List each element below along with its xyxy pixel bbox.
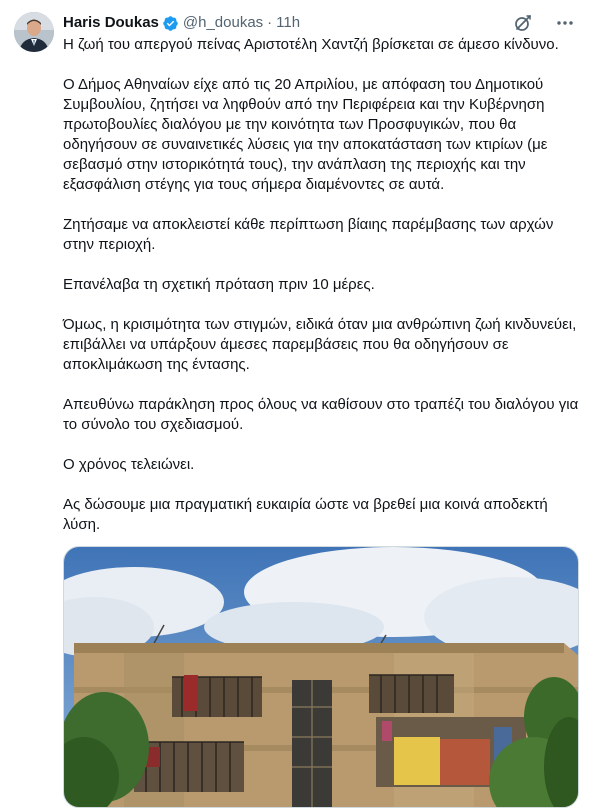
header-actions: [513, 13, 575, 33]
separator-dot: ·: [267, 14, 273, 31]
author-name[interactable]: Haris Doukas: [63, 14, 159, 31]
tweet-paragraph: Ας δώσουμε μια πραγματική ευκαιρία ώστε να βρεθεί μια κοινά αποδεκτή λύση.: [63, 496, 548, 533]
tweet-paragraph: Ο Δήμος Αθηναίων είχε από τις 20 Απριλίου, με απόφαση του Δημοτικού Συμβουλίου, ζητήσει να ληφθούν από την Περιφέρεια και την Κυβέρνηση πρωτοβουλίες διαλόγου με την κοινότητα των Προσφυγικών, που θα οδηγήσουν σε συναινετικές λύσεις για την αποκατάσταση των κτιρίων (με σεβασμό στην ιστορικότητά τους), την ανάπλαση της περιοχής και την εξασφάλιση στέγης για τους σήμερα διαμένοντες σε αυτά.: [63, 76, 548, 193]
tweet-paragraph: Απευθύνω παράκληση προς όλους να καθίσουν στο τραπέζι του διαλόγου για το σύνολο του σχεδιασμού.: [63, 396, 579, 433]
tweet-paragraph: Η ζωή του απεργού πείνας Αριστοτέλη Χαντζή βρίσκεται σε άμεσο κίνδυνο.: [63, 36, 559, 53]
tweet-paragraph: Όμως, η κρισιμότητα των στιγμών, ειδικά όταν μια ανθρώπινη ζωή κινδυνεύει, επιβάλλει να υπάρξουν άμεσες παρεμβάσεις που θα οδηγήσουν σε αποκλιμάκωση της έντασης.: [63, 316, 577, 373]
tweet-header: [63, 12, 575, 34]
avatar[interactable]: [14, 12, 54, 52]
tweet-paragraph: Επανέλαβα τη σχετική πρόταση πριν 10 μέρες.: [63, 276, 375, 293]
timestamp[interactable]: 11h: [276, 14, 301, 31]
tweet-text: [63, 35, 585, 555]
more-options-icon[interactable]: [555, 13, 575, 33]
tweet-paragraph: Ζητήσαμε να αποκλειστεί κάθε περίπτωση βίαιης παρέμβασης των αρχών στην περιοχή.: [63, 216, 554, 253]
tweet-paragraph: Ο χρόνος τελειώνει.: [63, 456, 195, 473]
tweet-photo[interactable]: [63, 546, 579, 808]
verified-badge-icon: [162, 15, 179, 32]
grok-icon[interactable]: [513, 13, 533, 33]
author-handle[interactable]: @h_doukas: [182, 14, 264, 31]
